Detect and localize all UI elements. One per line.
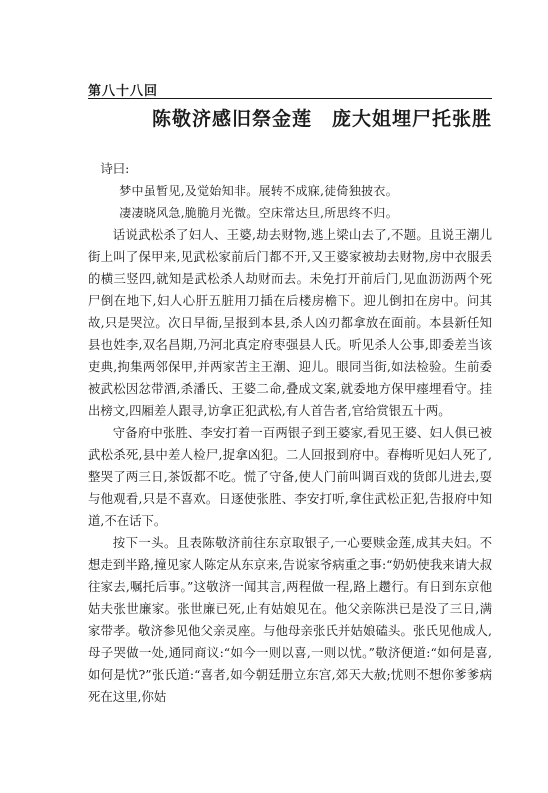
paragraph: 守备府中张胜、李安打着一百两银子到王婆家,看见王婆、妇人俱已被武松杀死,县中差人检尸,捉拿凶犯。二人回报到府中。春梅听见妇人死了,整哭了两三日,茶饭都不吃。慌了守备,使人门前叫调百戏的货郎儿进去,耍与他观看,只是不喜欢。日逐使张胜、李安打听,拿住武松正犯,告报府中知道,不在话下。 <box>88 425 492 528</box>
paragraph: 按下一头。且表陈敬济前往东京取银子,一心要赎金莲,成其夫妇。不想走到半路,撞见家人陈定从东京来,告说家爷病重之事:“奶奶使我来请大叔往家去,嘱托后事。”这敬济一闻其言,两程做一程,路上趱行。有日到东京他姑夫张世廉家。张世廉已死,止有姑娘见在。他父亲陈洪已是没了三日,满家带孝。敬济参见他父亲灵座。与他母亲张氏并姑娘磕头。张氏见他成人,母子哭做一处,通同商议:“如今一则以喜,一则以忧。”敬济便道:“如何是喜,如何是忧?”张氏道:“喜者,如今朝廷册立东宫,郊天大赦;忧则不想你爹爹病死在这里,你姑 <box>88 535 492 704</box>
chapter-title-right: 庞大姐埋尸托张胜 <box>331 108 492 130</box>
chapter-title-left: 陈敬济感旧祭金莲 <box>151 108 312 130</box>
poem-line: 凄凄晓风急,脆脆月光微。空床常达旦,所思终不归。 <box>119 206 399 220</box>
poem-intro: 诗曰: <box>100 161 130 176</box>
title-divider <box>88 98 492 99</box>
chapter-title <box>152 104 492 131</box>
chapter-body <box>88 158 492 708</box>
chapter-number: 第八十八回 <box>88 84 159 99</box>
book-page <box>88 0 492 793</box>
paragraph: 话说武松杀了妇人、王婆,劫去财物,逃上梁山去了,不题。且说王潮儿街上叫了保甲来,见武松家前后门都不开,又王婆家被劫去财物,房中衣服丢的横三竖四,就知是武松杀人劫财而去。未免打开前后门,见血沥沥两个死尸倒在地下,妇人心肝五脏用刀插在后楼房檐下。迎儿倒扣在房中。问其故,只是哭泣。次日早衙,呈报到本县,杀人凶刃都拿放在面前。本县新任知县也姓李,双名昌期,乃河北真定府枣强县人氏。听见杀人公事,即委差当该吏典,拘集两邻保甲,并两家苦主王潮、迎儿。眼同当街,如法检验。生前委被武松因忿带酒,杀潘氏、王婆二命,叠成文案,就委地方保甲瘗埋看守。挂出榜文,四厢差人跟寻,访拿正犯武松,有人首告者,官给赏银五十两。 <box>88 227 492 418</box>
poem-line: 梦中虽暂见,及觉始知非。展转不成寐,徒倚独披衣。 <box>119 184 399 198</box>
